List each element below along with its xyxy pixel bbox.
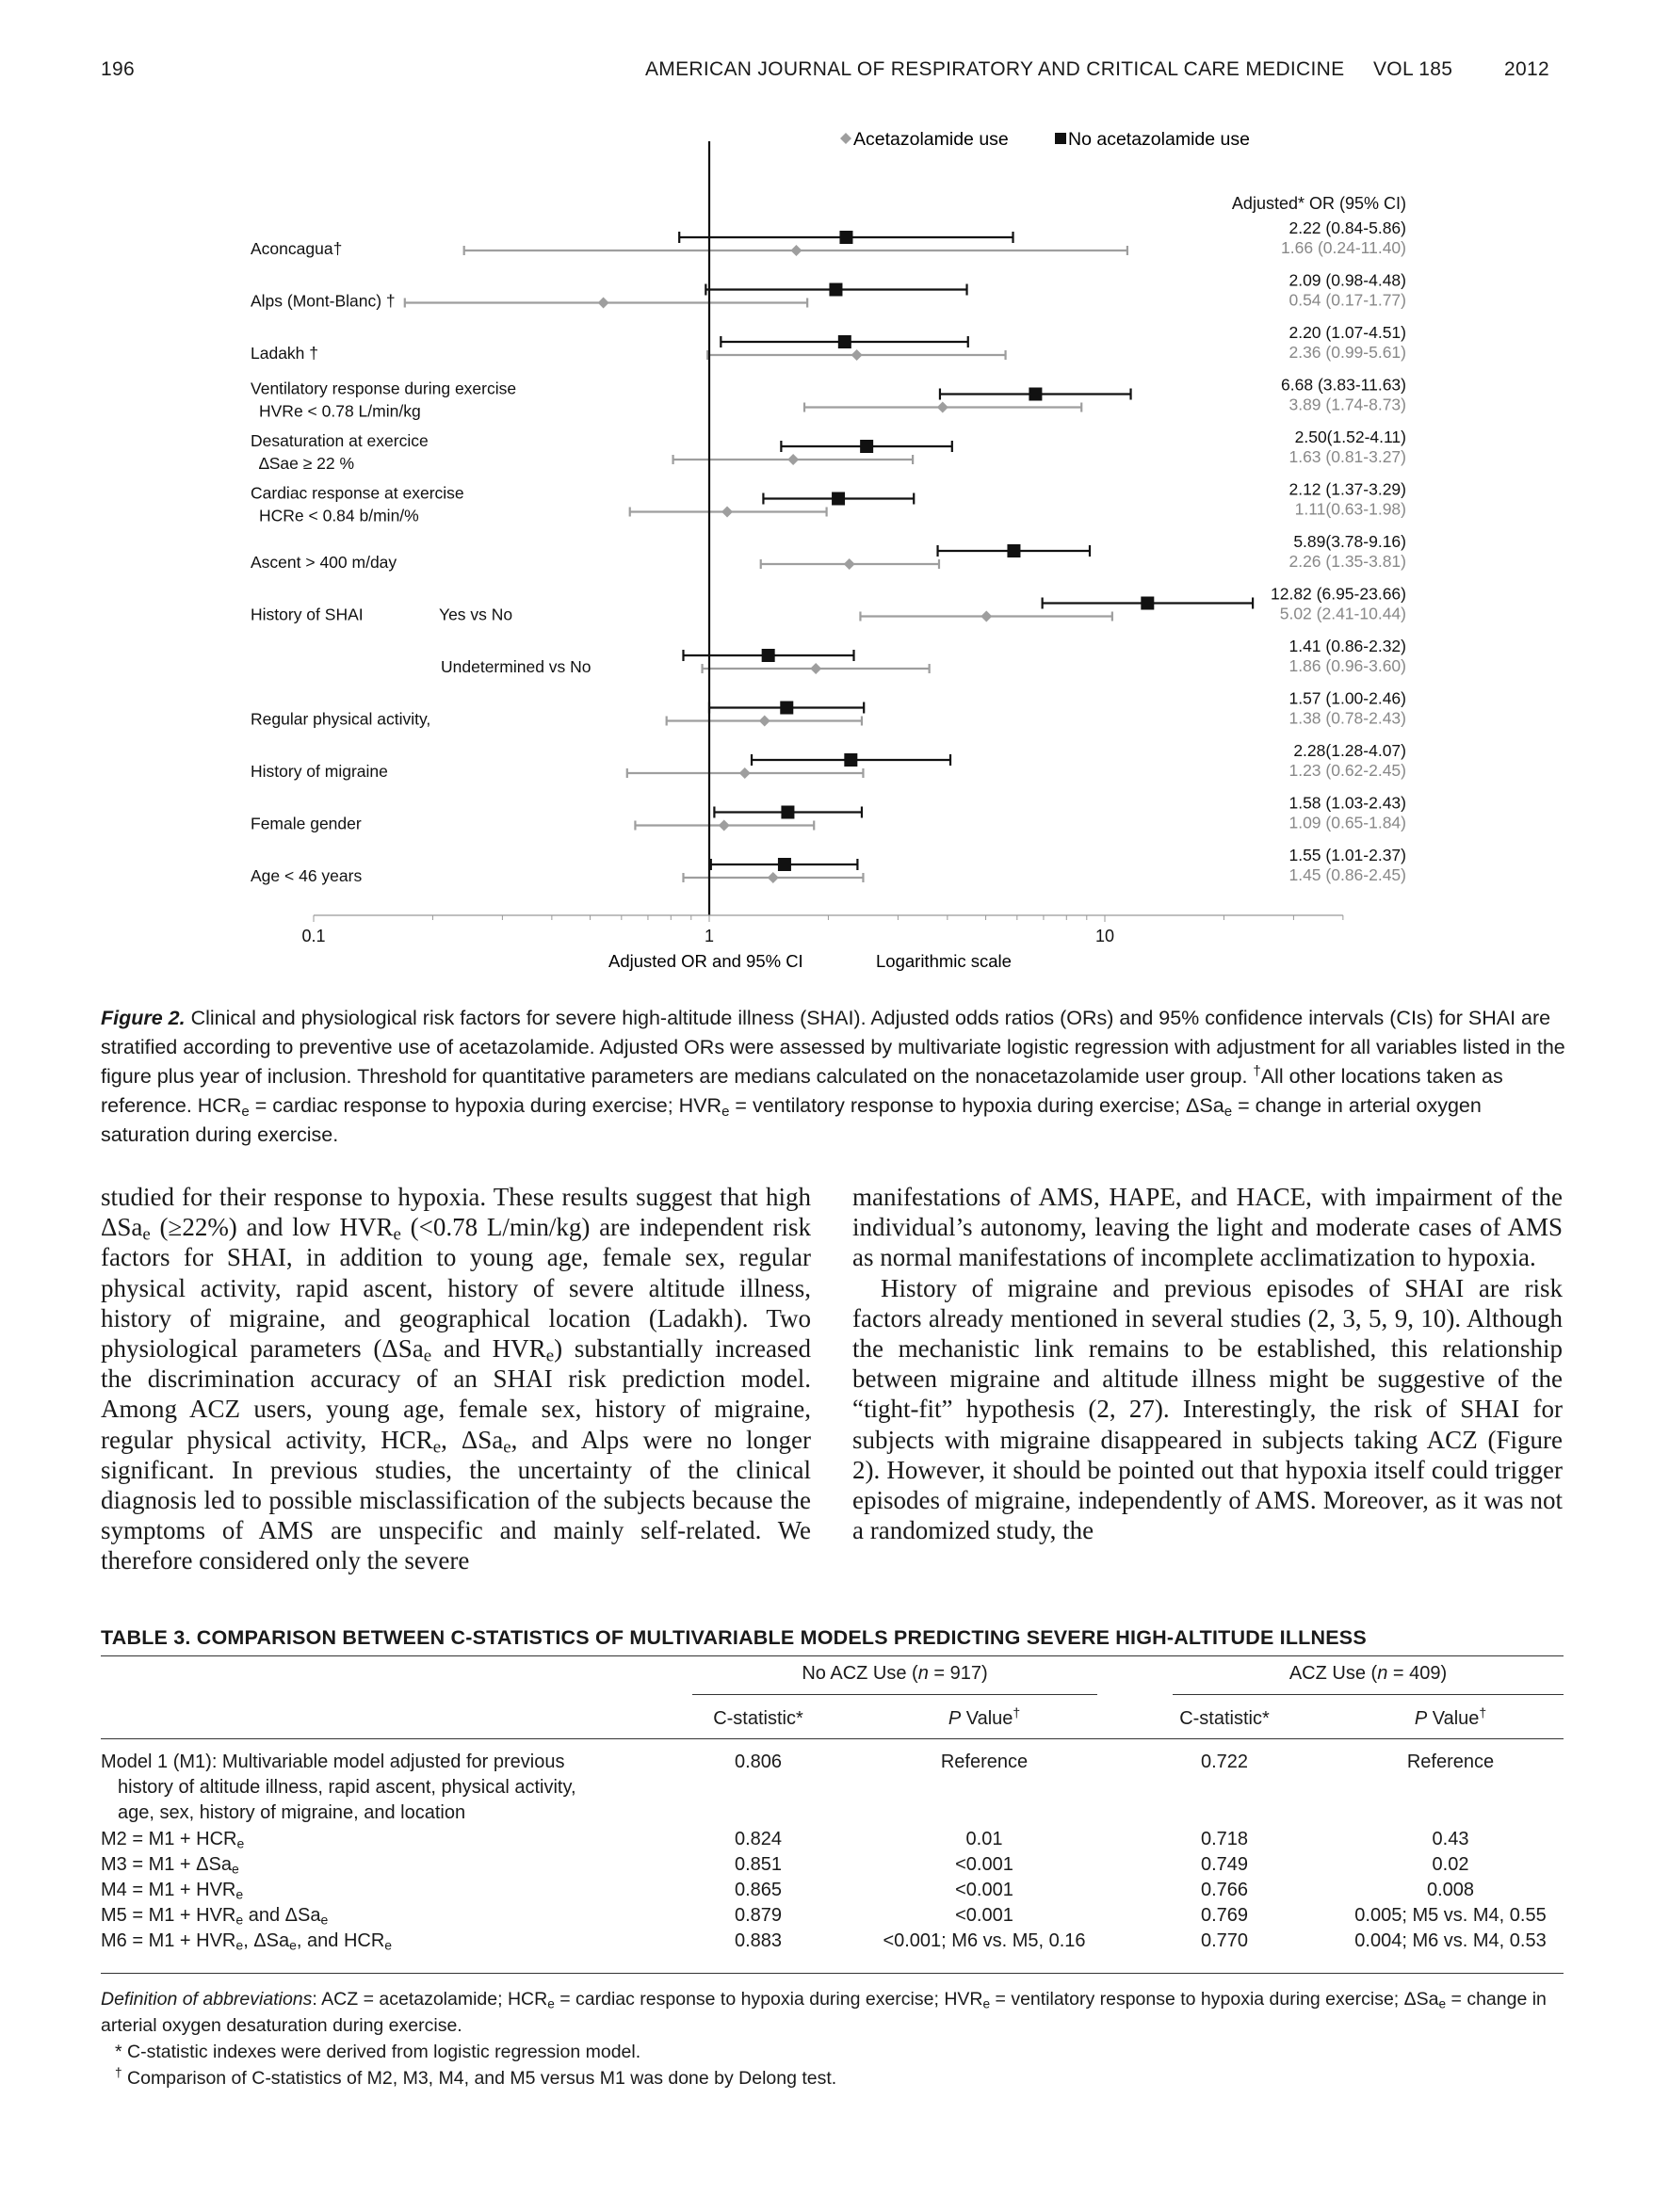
- or-text-acz: 1.38 (0.78-2.43): [1288, 708, 1406, 728]
- row-label: Regular physical activity,: [251, 709, 431, 729]
- table-rule-group1: [692, 1694, 1097, 1695]
- or-text-noacz: 2.09 (0.98-4.48): [1288, 270, 1406, 290]
- or-column-header: Adjusted* OR (95% CI): [1231, 194, 1406, 213]
- or-marker-acz: [851, 349, 863, 361]
- body-column-left: [101, 1182, 811, 1576]
- table-rule-header: [101, 1738, 1564, 1739]
- or-marker-noacz: [762, 649, 775, 662]
- table-cell-p-acz: 0.02: [1432, 1854, 1469, 1875]
- table-cell-p-noacz: <0.001: [955, 1905, 1013, 1926]
- or-marker-acz: [598, 298, 609, 309]
- figure-label: Figure 2.: [101, 1007, 186, 1029]
- x-axis-label: Adjusted OR and 95% CI: [608, 951, 803, 971]
- table-cell-p-acz: 0.005; M5 vs. M4, 0.55: [1354, 1905, 1547, 1926]
- or-text-acz: 0.54 (0.17-1.77): [1288, 290, 1406, 310]
- table-cell-p-noacz: <0.001; M6 vs. M5, 0.16: [883, 1930, 1086, 1951]
- table-footnote-abbreviations: Definition of abbreviations: ACZ = acetazolamide; $HCR_e$ = cardiac response to hypoxia during exercise; $HVR_e$ = ventilatory response to hypoxia during exercise; ΔSa$_e$ = change in arterial oxygen desaturation during exercise.: [101, 1989, 1547, 2036]
- table-col-p2: P Value†: [1414, 1704, 1487, 1729]
- or-marker-noacz: [778, 858, 791, 871]
- or-marker-acz: [787, 454, 799, 465]
- table-cell-p-noacz: <0.001: [955, 1854, 1013, 1875]
- table-cell-p-acz: 0.004; M6 vs. M4, 0.53: [1354, 1930, 1547, 1951]
- or-text-noacz: 12.82 (6.95-23.66): [1271, 584, 1406, 604]
- table-row-label: age, sex, history of migraine, and location: [118, 1802, 466, 1823]
- or-text-noacz: 6.68 (3.83-11.63): [1281, 375, 1406, 395]
- row-label: Aconcagua†: [251, 239, 343, 258]
- forest-row: [251, 480, 1406, 525]
- scale-label: Logarithmic scale: [876, 951, 1012, 971]
- or-text-acz: 1.63 (0.81-3.27): [1288, 447, 1406, 466]
- or-marker-acz: [844, 558, 855, 570]
- forest-row: [251, 741, 1406, 781]
- table-col-p1: P Value†: [948, 1704, 1021, 1729]
- body-paragraph: manifestations of AMS, HAPE, and HACE, with impairment of the individual’s autonomy, leaving the light and moderate cases of AMS as normal manifestations of incomplete acclimatization to hypoxia.: [852, 1183, 1563, 1272]
- or-text-acz: 1.45 (0.86-2.45): [1288, 865, 1406, 884]
- table-row-label: M3 = M1 + ΔSa$_e$: [101, 1854, 239, 1877]
- table-col-c1: C-statistic*: [713, 1708, 803, 1729]
- table-row-label: $M5 = M1 + HVR_e$ and ΔSa$_e$: [101, 1905, 329, 1928]
- table-group-acz: ACZ Use (n = 409): [1288, 1663, 1448, 1684]
- x-tick-label: 0.1: [301, 927, 326, 945]
- row-sublabel: Yes vs No: [439, 605, 513, 624]
- table-cell-c-acz: 0.718: [1200, 1829, 1249, 1849]
- row-sublabel: HCRe < 0.84 b/min/%: [259, 506, 419, 525]
- or-text-noacz: 2.12 (1.37-3.29): [1288, 479, 1406, 499]
- or-text-acz: 1.09 (0.65-1.84): [1288, 813, 1406, 832]
- forest-row: [251, 376, 1406, 421]
- or-text-noacz: 1.57 (1.00-2.46): [1288, 688, 1406, 708]
- page-number: 196: [101, 58, 135, 80]
- table-cell-c-noacz: 0.879: [734, 1905, 783, 1926]
- table-row-label: $M2 = M1 + HCR_e$: [101, 1829, 245, 1851]
- forest-row: [251, 794, 1406, 833]
- row-sublabel: HVRe < 0.78 L/min/kg: [259, 401, 421, 421]
- table-rule-group2: [1173, 1694, 1564, 1695]
- or-text-noacz: 1.41 (0.86-2.32): [1288, 637, 1406, 655]
- or-text-acz: 1.23 (0.62-2.45): [1288, 761, 1406, 780]
- or-text-acz: 5.02 (2.41-10.44): [1279, 604, 1406, 623]
- journal-volume: VOL 185: [1373, 58, 1453, 80]
- legend-acz-marker: [840, 133, 851, 144]
- chart-legend: [840, 129, 1250, 150]
- row-label: Ascent > 400 m/day: [251, 553, 397, 572]
- or-text-noacz: 2.50(1.52-4.11): [1294, 428, 1406, 446]
- x-tick-label: 1: [704, 927, 715, 945]
- or-text-acz: 1.86 (0.96-3.60): [1288, 656, 1406, 675]
- table-title: TABLE 3. COMPARISON BETWEEN C-STATISTICS OF MULTIVARIABLE MODELS PREDICTING SEVERE HIGH-ALTITUDE ILLNESS: [101, 1626, 1367, 1649]
- or-text-acz: 1.66 (0.24-11.40): [1281, 238, 1406, 257]
- table-cell-c-noacz: 0.851: [734, 1854, 783, 1875]
- body-column-right: [852, 1182, 1563, 1545]
- or-text-acz: 3.89 (1.74-8.73): [1288, 395, 1406, 414]
- or-marker-noacz: [780, 702, 793, 715]
- forest-row: [251, 428, 1406, 473]
- table-cell-c-acz: 0.749: [1200, 1854, 1249, 1875]
- or-marker-noacz: [838, 335, 851, 348]
- row-label: Female gender: [251, 814, 362, 833]
- row-label: History of SHAI: [251, 605, 364, 624]
- legend-acz-label: Acetazolamide use: [853, 129, 1009, 150]
- row-label: Alps (Mont-Blanc) †: [251, 291, 396, 311]
- table-cell-c-acz: 0.766: [1200, 1880, 1249, 1900]
- figure-caption: [101, 1004, 1570, 1150]
- legend-noacz-label: No acetazolamide use: [1068, 129, 1250, 150]
- table-footnote-delong: † Comparison of C-statistics of M2, M3, M4, and M5 versus M1 was done by Delong test.: [115, 2065, 837, 2089]
- forest-row: [251, 323, 1406, 363]
- or-marker-acz: [759, 716, 770, 727]
- or-marker-acz: [719, 820, 730, 832]
- table-row-label: $M4 = M1 + HVR_e$: [101, 1880, 244, 1902]
- table-cell-c-noacz: 0.865: [734, 1880, 783, 1900]
- or-text-acz: 1.11(0.63-1.98): [1294, 499, 1406, 519]
- table-cell-p-noacz: <0.001: [955, 1880, 1013, 1900]
- row-label: Cardiac response at exercise: [251, 483, 464, 503]
- forest-row: [251, 689, 1406, 729]
- or-text-noacz: 2.22 (0.84-5.86): [1288, 218, 1406, 237]
- table-cell-c-noacz: 0.824: [734, 1829, 783, 1849]
- journal-title: AMERICAN JOURNAL OF RESPIRATORY AND CRITICAL CARE MEDICINE: [645, 58, 1345, 80]
- table-footnote-cstat: * C-statistic indexes were derived from logistic regression model.: [115, 2042, 641, 2062]
- figure-caption-text: Clinical and physiological risk factors for severe high-altitude illness (SHAI). Adjusted odds ratios (ORs) and 95% confidence intervals (CIs) for SHAI are stratified according to preventive use of acetazolamide. Adjusted ORs were assessed by multivariate logistic regression with adjustment for all variables listed in the figure plus year of inclusion. Threshold for quantitative parameters are medians calculated on the nonacetazolamide user group. †All other locations taken as reference. $HCR_e$ = cardiac response to hypoxia during exercise; $HVR_e$ = ventilatory response to hypoxia during exercise; ΔSa$_e$ = change in arterial oxygen saturation during exercise.: [101, 1007, 1565, 1146]
- or-text-acz: 2.26 (1.35-3.81): [1288, 552, 1406, 571]
- row-sublabel: Undetermined vs No: [441, 657, 592, 676]
- or-marker-acz: [980, 611, 992, 622]
- body-paragraph: studied for their response to hypoxia. These results suggest that high ΔSa$_e$ (≥22%) and low $HVR_e$ (<0.78 L/min/kg) are independent risk factors for SHAI, in addition to young age, female sex, regular physical activity, rapid ascent, history of severe altitude illness, history of migraine, and geographical location (Ladakh). Two physiological parameters (ΔSa$_e$ and $HVR_e$) substantially increased the discrimination accuracy of an SHAI risk prediction model. Among ACZ users, young age, female sex, history of migraine, regular physical activity, $HCR_e$, ΔSa$_e$, and Alps were no longer significant. In previous studies, the uncertainty of the clinical diagnosis led to possible misclassification of the subjects because the symptoms of AMS are unspecific and mainly self-related. We therefore considered only the severe: [101, 1183, 812, 1575]
- table-cell-c-noacz: 0.883: [734, 1930, 783, 1951]
- forest-row: [251, 218, 1406, 258]
- or-text-acz: 2.36 (0.99-5.61): [1288, 343, 1406, 362]
- or-marker-acz: [768, 872, 779, 883]
- or-marker-acz: [810, 663, 821, 674]
- table-cell-p-acz: Reference: [1406, 1752, 1495, 1772]
- forest-row: [251, 271, 1406, 311]
- table-row-label: Model 1 (M1): Multivariable model adjusted for previous: [101, 1752, 565, 1772]
- or-marker-acz: [937, 402, 948, 413]
- table-group-no-acz: No ACZ Use (n = 917): [802, 1663, 988, 1684]
- table-rule-bottom: [101, 1973, 1564, 1974]
- x-tick-label: 10: [1094, 927, 1115, 945]
- or-marker-noacz: [844, 753, 857, 767]
- journal-year: 2012: [1504, 58, 1549, 80]
- forest-row: [251, 585, 1406, 624]
- row-sublabel: ∆Sae ≥ 22 %: [259, 454, 355, 473]
- or-marker-noacz: [781, 806, 794, 819]
- table-cell-p-acz: 0.43: [1432, 1829, 1469, 1849]
- or-marker-noacz: [1141, 597, 1154, 610]
- or-text-noacz: 1.58 (1.03-2.43): [1288, 793, 1406, 813]
- row-label: Desaturation at exercice: [251, 431, 429, 450]
- row-label: Ventilatory response during exercise: [251, 379, 517, 398]
- or-marker-noacz: [1029, 388, 1042, 401]
- forest-rows: [251, 218, 1406, 885]
- table-cell-p-noacz: Reference: [940, 1752, 1029, 1772]
- table-cell-c-noacz: 0.806: [734, 1752, 783, 1772]
- table-row-label: history of altitude illness, rapid ascent, physical activity,: [118, 1777, 576, 1798]
- row-label: History of migraine: [251, 762, 388, 781]
- or-marker-noacz: [832, 492, 845, 506]
- table-cell-c-acz: 0.722: [1200, 1752, 1249, 1772]
- table-col-c2: C-statistic*: [1179, 1708, 1270, 1729]
- table-row-label: $M6 = M1 + HVR_e$, ΔSa$_e$, and $HCR_e$: [101, 1930, 393, 1953]
- or-marker-noacz: [839, 231, 852, 244]
- forest-row: [251, 532, 1406, 572]
- table-cell-p-acz: 0.008: [1426, 1880, 1475, 1900]
- x-axis: [301, 141, 1342, 945]
- or-text-noacz: 2.28(1.28-4.07): [1293, 741, 1406, 760]
- or-marker-acz: [790, 245, 802, 256]
- forest-row: [251, 846, 1406, 885]
- table-cell-p-noacz: 0.01: [965, 1829, 1003, 1849]
- body-paragraph: History of migraine and previous episodes of SHAI are risk factors already mentioned in several studies (2, 3, 5, 9, 10). Although the mechanistic link remains to be established, this relationship between migraine and altitude illness might be suggestive of the “tight-fit” hypothesis (2, 27). Interestingly, the risk of SHAI for subjects with migraine disappeared in subjects taking ACZ (Figure 2). However, it should be pointed out that hypoxia itself could trigger episodes of migraine, independently of AMS. Moreover, as it was not a randomized study, the: [852, 1273, 1563, 1545]
- or-marker-noacz: [1007, 544, 1020, 557]
- table-cell-c-acz: 0.770: [1200, 1930, 1249, 1951]
- or-text-noacz: 5.89(3.78-9.16): [1293, 532, 1406, 551]
- or-text-noacz: 1.55 (1.01-2.37): [1288, 846, 1406, 864]
- forest-row: [441, 637, 1406, 676]
- or-marker-acz: [739, 767, 751, 779]
- legend-noacz-marker: [1055, 133, 1066, 144]
- or-marker-noacz: [829, 283, 842, 297]
- table-rule-top: [101, 1655, 1564, 1656]
- row-label: Age < 46 years: [251, 866, 363, 885]
- or-text-noacz: 2.20 (1.07-4.51): [1288, 323, 1406, 342]
- table-cell-c-acz: 0.769: [1200, 1905, 1249, 1926]
- forest-plot: [0, 0, 1653, 998]
- or-marker-noacz: [860, 440, 873, 453]
- row-label: Ladakh †: [251, 344, 319, 363]
- or-marker-acz: [721, 507, 733, 518]
